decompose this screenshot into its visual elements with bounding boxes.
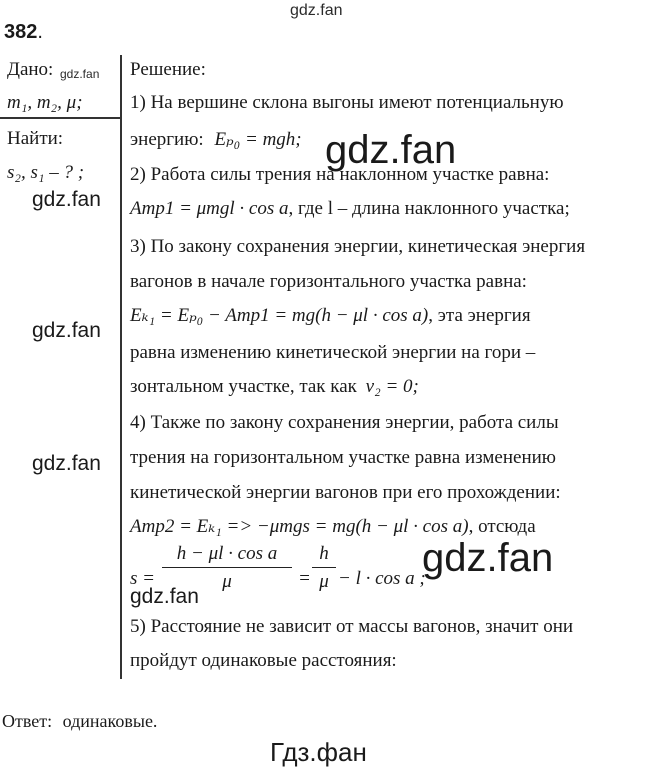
given-label: Дано: bbox=[7, 59, 54, 80]
solution-line-15: пройдут одинаковые расстояния: bbox=[130, 650, 397, 671]
given-find-divider bbox=[0, 117, 120, 119]
line-9-text: зонтальном участке, так как bbox=[130, 376, 357, 397]
watermark-bottom-left: gdz.fan bbox=[130, 585, 199, 608]
formula-v2: v₂ = 0; bbox=[365, 376, 419, 397]
answer-value: одинаковые. bbox=[62, 711, 158, 731]
answer-label: Ответ: bbox=[2, 711, 53, 731]
solution-line-4 bbox=[130, 199, 570, 218]
fraction-2-bar bbox=[312, 567, 336, 568]
find-values: s₂, s₁ – ? ; bbox=[7, 162, 85, 183]
solution-line-14: 5) Расстояние не зависит от массы вагонов, значит они bbox=[130, 616, 574, 637]
problem-number-value: 382 bbox=[4, 21, 38, 43]
problem-number-period: . bbox=[37, 21, 43, 43]
formula-ep0: Eₚ₀ = mgh; bbox=[214, 129, 302, 150]
column-divider bbox=[120, 55, 122, 679]
solution-line-12: кинетической энергии вагонов при его прохождении: bbox=[130, 482, 561, 503]
solution-line-10: 4) Также по закону сохранения энергии, работа силы bbox=[130, 412, 559, 433]
solution-line-8: равна изменению кинетической энергии на гори – bbox=[130, 342, 536, 363]
formula-s-tail: − l · cos a ; bbox=[338, 568, 426, 589]
solution-line-3: 2) Работа силы трения на наклонном участке равна: bbox=[130, 164, 550, 185]
solution-line-2 bbox=[130, 130, 302, 149]
formula-atr2: Aтр2 = Eₖ₁ => −μmgs = mg(h − μl · cos a) bbox=[130, 516, 469, 537]
watermark-big-1: gdz.fan bbox=[325, 128, 457, 172]
watermark-footer: Гдз.фан bbox=[270, 737, 367, 767]
formula-s-equals: = bbox=[298, 568, 311, 589]
fraction-1-numerator: h − μl · cos a bbox=[176, 543, 278, 564]
given-values: m₁, m₂, μ; bbox=[7, 92, 83, 113]
watermark-side-3: gdz.fan bbox=[32, 452, 101, 475]
problem-number bbox=[4, 21, 43, 44]
find-label: Найти: bbox=[7, 128, 64, 149]
line-2-text: энергию: bbox=[130, 129, 204, 150]
solution-line-9 bbox=[130, 377, 419, 396]
watermark-side-1: gdz.fan bbox=[32, 188, 101, 211]
fraction-1-bar bbox=[162, 567, 292, 568]
solution-line-11: трения на горизонтальном участке равна изменению bbox=[130, 447, 556, 468]
solution-line-13 bbox=[130, 517, 536, 536]
solution-line-6: вагонов в начале горизонтального участка равна: bbox=[130, 271, 527, 292]
answer bbox=[2, 712, 157, 730]
line-13-text: , отсюда bbox=[468, 516, 536, 537]
line-7-text: , эта энергия bbox=[428, 305, 531, 326]
solution-line-5: 3) По закону сохранения энергии, кинетическая энергия bbox=[130, 236, 586, 257]
solution-heading: Решение: bbox=[130, 59, 206, 80]
fraction-2-denominator: μ bbox=[319, 571, 329, 593]
watermark-given-small: gdz.fan bbox=[60, 67, 100, 81]
formula-ek1: Eₖ₁ = Eₚ₀ − Aтр1 = mg(h − μl · cos a) bbox=[130, 305, 429, 326]
formula-atr1: Aтр1 = μmgl · cos a bbox=[130, 198, 289, 219]
fraction-2-numerator: h bbox=[319, 543, 329, 564]
watermark-top: gdz.fan bbox=[290, 2, 343, 19]
watermark-big-2: gdz.fan bbox=[422, 536, 554, 580]
watermark-side-2: gdz.fan bbox=[32, 319, 101, 342]
fraction-1-denominator: μ bbox=[222, 571, 232, 593]
line-4-text: , где l – длина наклонного участка; bbox=[288, 198, 570, 219]
formula-s-fraction-2 bbox=[312, 544, 336, 591]
solution-line-1: 1) На вершине склона выгоны имеют потенциальную bbox=[130, 92, 564, 113]
formula-s-fraction-1 bbox=[162, 544, 292, 591]
solution-line-7 bbox=[130, 306, 531, 325]
formula-s-lhs: s = bbox=[130, 568, 155, 589]
